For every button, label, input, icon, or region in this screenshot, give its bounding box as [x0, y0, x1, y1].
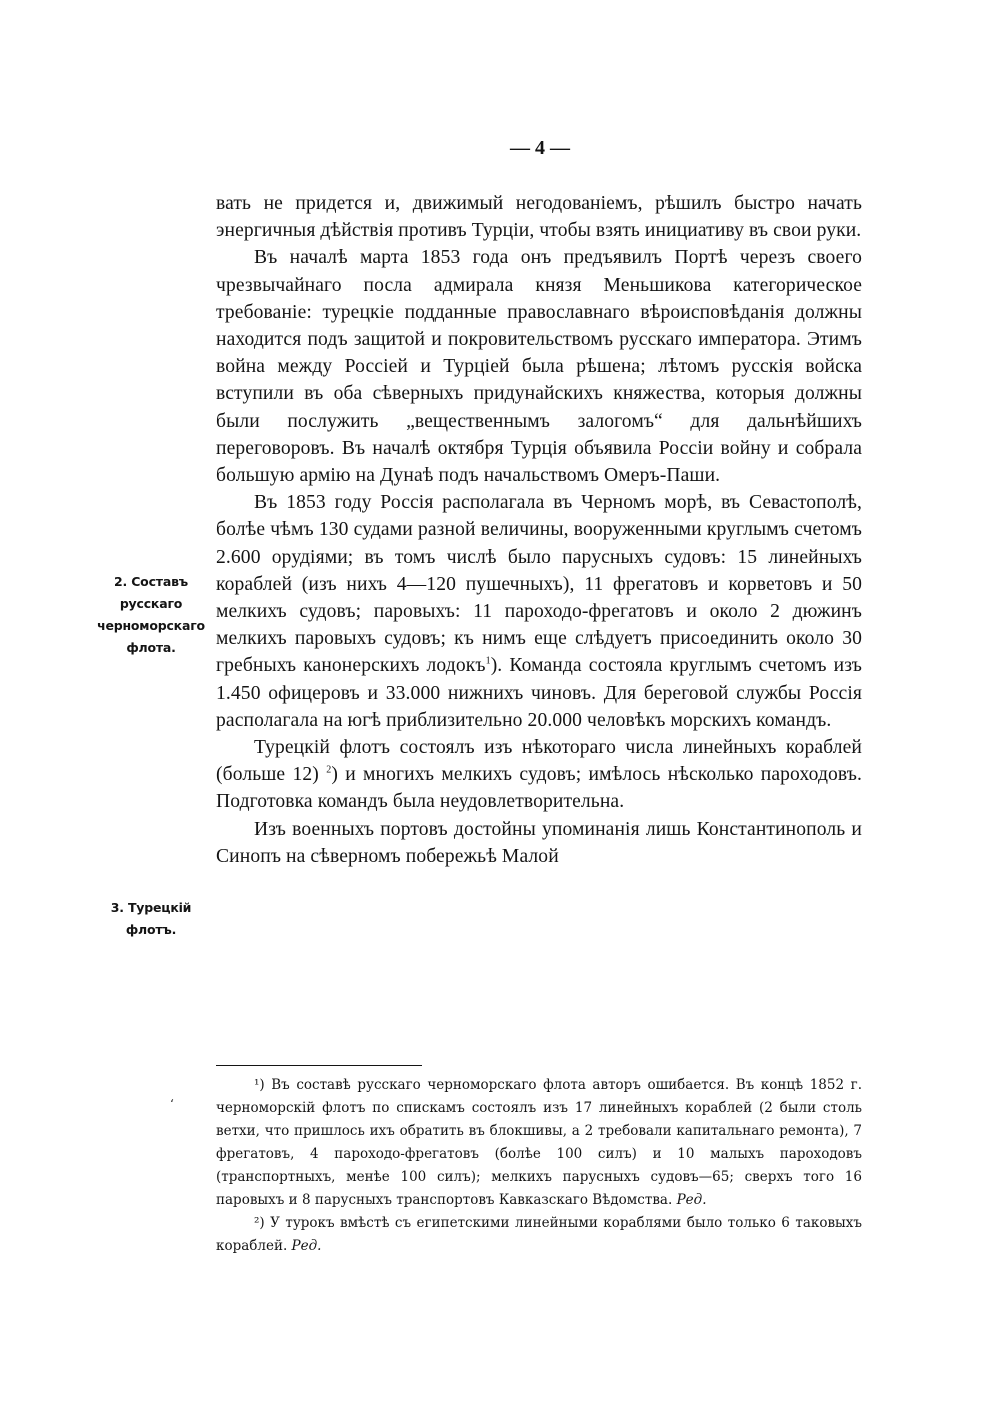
- footnote-1-text: Въ составѣ русскаго черноморскаго флота авторъ ошибается. Въ концѣ 1852 г. черноморскій флотъ по спискамъ состоялъ изъ 17 линейныхъ кораблей (2 были столь ветхи, что пришлось ихъ обратить въ блокшивы, а 2 требовали капитальнаго ремонта), 7 фрегатовъ, 4 пароходо-фрегатовъ (болѣе 100 силъ) и 10 малыхъ пароходовъ (транспортныхъ, менѣе 100 силъ); мелкихъ парусныхъ судовъ—65; сверхъ того 16 паровыхъ и 8 парусныхъ транспортовъ Кавказскаго Вѣдомства.: [216, 1077, 862, 1208]
- paragraph-3-text: Въ 1853 году Россія располагала въ Черномъ морѣ, въ Севастополѣ, болѣе чѣмъ 130 судами разной величины, вооруженными круглымъ счетомъ 2.600 орудіями; въ томъ числѣ было парусныхъ судовъ: 15 линейныхъ кораблей (изъ нихъ 4—120 пушечныхъ), 11 фрегатовъ и корветовъ и 50 мелкихъ судовъ; паровыхъ: 11 пароходо-фрегатовъ и около 2 дюжинъ мелкихъ паровыхъ судовъ; къ нимъ еще слѣдуетъ присоединить около 30 гребныхъ канонерскихъ лодокъ: [216, 492, 862, 677]
- paragraph-3: [216, 489, 862, 734]
- paragraph-2: Въ началѣ марта 1853 года онъ предъявилъ Портѣ черезъ своего чрезвычайнаго посла адмирала князя Меньшикова категорическое требованіе: турецкіе подданные православнаго вѣроисповѣданія должны находится подъ защитой и покровительствомъ русскаго императора. Этимъ война между Россіей и Турціей была рѣшена; лѣтомъ русскія войска вступили въ оба сѣверныхъ придунайскихъ княжества, которыя должны были послужить „вещественнымъ залогомъ“ для дальнѣйшихъ переговоровъ. Въ началѣ октября Турція объявила Россіи войну и собрала большую армію на Дунаѣ подъ начальствомъ Омеръ-Паши.: [216, 247, 862, 487]
- paragraph-1: вать не придется и, движимый негодованіемъ, рѣшилъ быстро начать энергичныя дѣйствія противъ Турціи, чтобы взять инициативу въ свои руки.: [216, 193, 862, 242]
- stray-mark: ‘: [170, 1097, 174, 1111]
- margin-note-russian-fleet: 2. Составъ русскаго черноморскаго флота.: [97, 574, 205, 655]
- paragraph-3-text-cont: ). Команда состояла круглымъ счетомъ изъ 1.450 офицеровъ и 33.000 нижнихъ чиновъ. Для береговой службы Россія располагала на югѣ приблизительно 20.000 человѣкъ морскихъ командъ.: [216, 655, 862, 731]
- footnote-2-editor: Ред.: [291, 1238, 322, 1254]
- footnote-2-marker: ²): [254, 1215, 265, 1231]
- paragraph-4-text-cont: ) и многихъ мелкихъ судовъ; имѣлось нѣсколько пароходовъ. Подготовка командъ была неудовлетворительна.: [216, 764, 863, 813]
- footnote-ref-2[interactable]: 2: [326, 764, 332, 776]
- footnote-divider: [216, 1065, 422, 1066]
- footnote-2-text: У турокъ вмѣстѣ съ египетскими линейными кораблями было только 6 таковыхъ кораблей.: [216, 1215, 862, 1254]
- footnote-1: [216, 1074, 862, 1212]
- main-text: [216, 190, 862, 870]
- margin-note-turkish-fleet: 3. Турецкій флотъ.: [110, 900, 192, 937]
- footnote-1-marker: ¹): [254, 1077, 265, 1093]
- page-number: — 4 —: [510, 137, 570, 159]
- paragraph-4-text: Турецкій флотъ состоялъ изъ нѣкотораго числа линейныхъ кораблей (больше 12): [216, 737, 862, 786]
- footnote-2: [216, 1212, 862, 1258]
- paragraph-5: Изъ военныхъ портовъ достойны упоминанія лишь Константинополь и Синопъ на сѣверномъ побережьѣ Малой: [216, 818, 862, 867]
- footnote-ref-1[interactable]: 1: [485, 655, 491, 667]
- paragraph-4: [216, 734, 862, 816]
- footnote-1-editor: Ред.: [676, 1192, 707, 1208]
- footnotes: [216, 1074, 862, 1258]
